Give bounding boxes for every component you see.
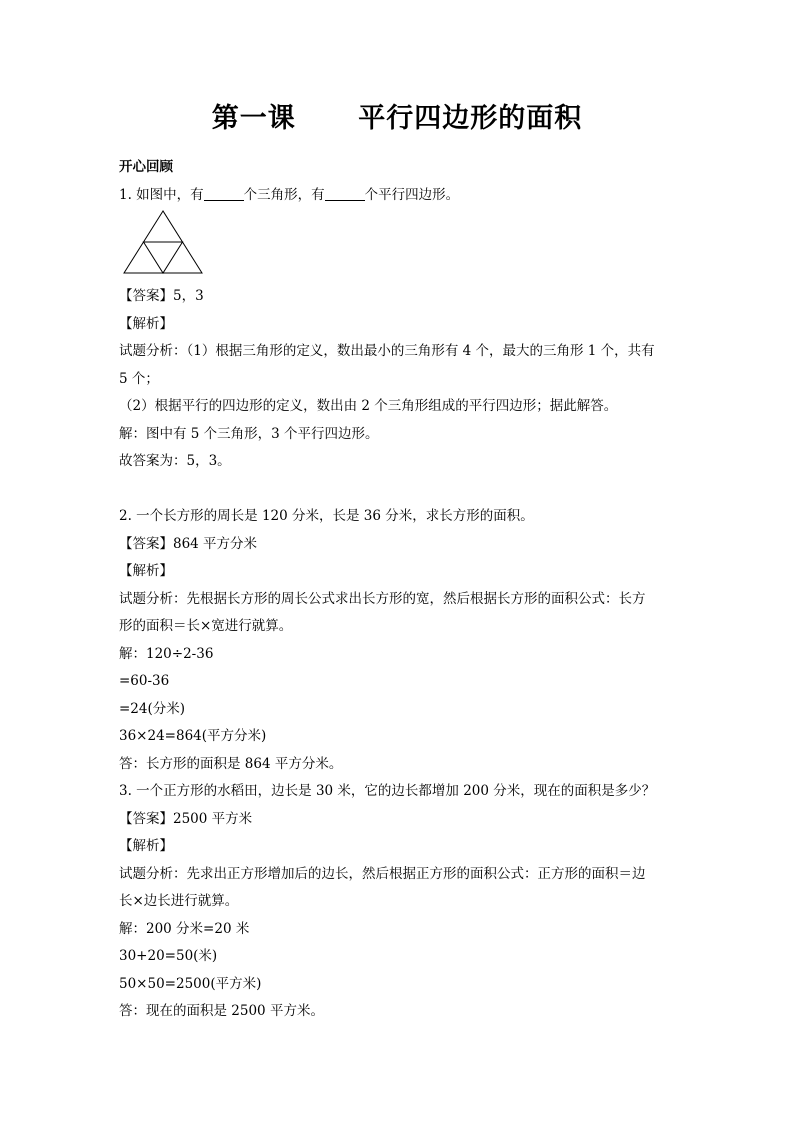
question-2-analysis-line: =60-36 xyxy=(119,673,170,689)
question-1-analysis-line: 故答案为：5，3。 xyxy=(119,453,231,469)
question-2-analysis-line: 36×24=864(平方分米) xyxy=(119,728,267,744)
section-heading: 开心回顾 xyxy=(119,159,173,175)
question-2-analysis-line: 形的面积＝长×宽进行就算。 xyxy=(119,618,293,634)
triangle-figure xyxy=(119,209,679,283)
question-3-analysis-line: 30+20=50(米) xyxy=(119,948,218,964)
question-1-analysis-line: （2）根据平行的四边形的定义，数出由 2 个三角形组成的平行四边形；据此解答。 xyxy=(119,398,618,414)
question-1-suffix: 个平行四边形。 xyxy=(364,186,460,203)
question-2: 2. 一个长方形的周长是 120 分米，长是 36 分米，求长方形的面积。 xyxy=(119,508,534,524)
question-2-analysis-label: 【解析】 xyxy=(119,563,173,579)
question-2-analysis-line: 答：长方形的面积是 864 平方分米。 xyxy=(119,755,343,772)
question-1-analysis-line: 解：图中有 5 个三角形，3 个平行四边形。 xyxy=(119,425,379,442)
question-2-answer: 【答案】864 平方分米 xyxy=(119,535,258,552)
question-2-analysis-line: 试题分析：先根据长方形的周长公式求出长方形的宽，然后根据长方形的面积公式：长方 xyxy=(119,590,646,607)
inner-inverted-triangle xyxy=(144,242,183,273)
question-2-analysis-line: 解：120÷2-36 xyxy=(119,645,214,662)
question-1 xyxy=(119,182,679,210)
question-3-analysis-line: 50×50=2500(平方米) xyxy=(119,975,262,992)
question-1-prefix: 1. 如图中，有 xyxy=(119,186,204,203)
question-3-analysis-line: 试题分析：先求出正方形增加后的边长，然后根据正方形的面积公式：正方形的面积＝边 xyxy=(119,865,646,882)
question-3-answer: 【答案】2500 平方米 xyxy=(119,810,253,827)
question-1-middle: 个三角形，有 xyxy=(243,186,325,203)
answer-blank-2 xyxy=(325,186,365,201)
question-1-analysis-line: 5 个； xyxy=(119,370,159,387)
document-body xyxy=(119,154,679,1026)
spacer xyxy=(119,476,679,504)
triangle-diagram xyxy=(122,209,204,275)
question-1-analysis-label: 【解析】 xyxy=(119,315,173,332)
page-title: 第一课 平行四边形的面积 xyxy=(211,103,583,134)
question-3-analysis-line: 长×边长进行就算。 xyxy=(119,893,239,909)
question-3-analysis-line: 答：现在的面积是 2500 平方米。 xyxy=(119,1003,324,1019)
question-3-analysis-label: 【解析】 xyxy=(119,838,173,854)
question-1-analysis-line: 试题分析：（1）根据三角形的定义，数出最小的三角形有 4 个，最大的三角形 1 个，共有 xyxy=(119,343,655,359)
answer-blank-1 xyxy=(204,186,244,201)
question-1-answer: 【答案】5，3 xyxy=(119,288,204,304)
question-3-analysis-line: 解：200 分米=20 米 xyxy=(119,920,250,937)
question-2-analysis-line: =24(分米) xyxy=(119,700,186,717)
question-3: 3. 一个正方形的水稻田，边长是 30 米，它的边长都增加 200 分米，现在的面积是多少？ xyxy=(119,783,656,799)
